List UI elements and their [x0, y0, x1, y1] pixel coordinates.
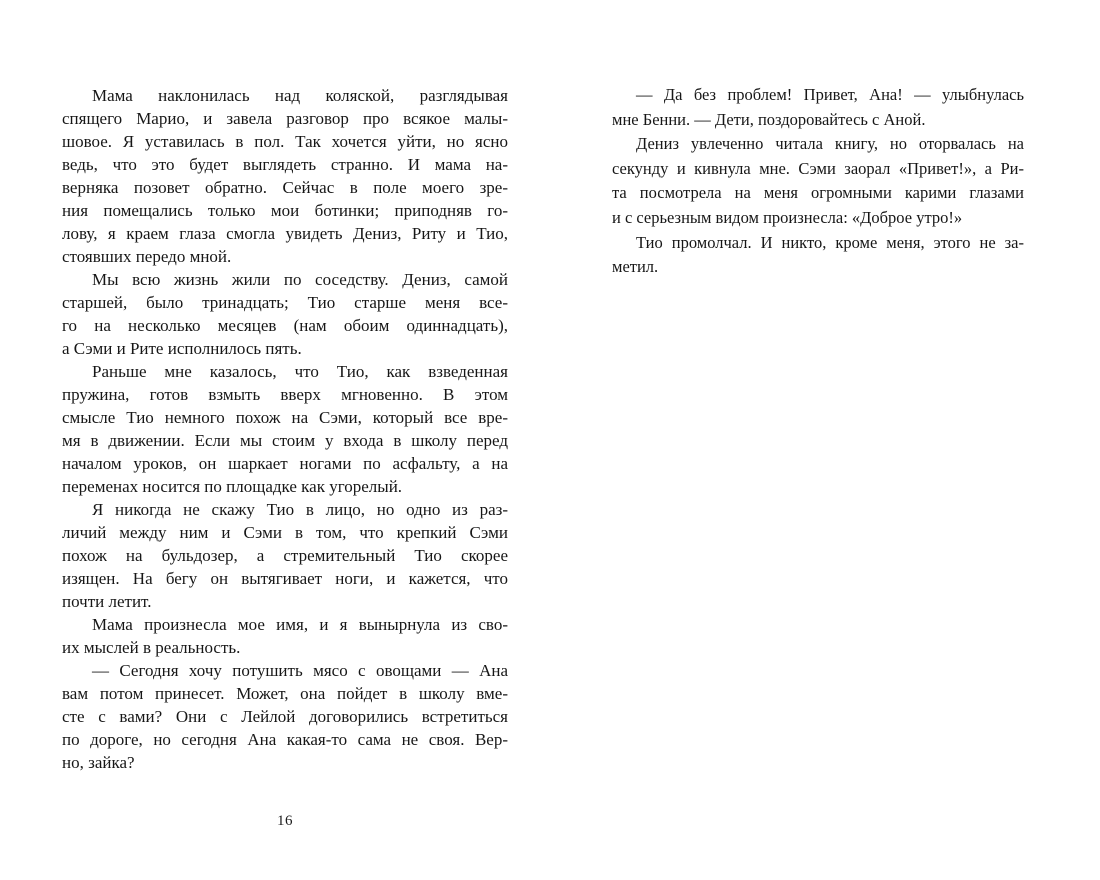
text-line: Тио промолчал. И никто, кроме меня, этого не за- — [636, 232, 1024, 252]
left-page — [62, 84, 508, 830]
text-line: похож на бульдозер, а стремительный Тио скорее — [62, 546, 508, 565]
paragraph — [62, 498, 508, 613]
text-line: Мама наклонилась над коляской, разглядывая — [92, 86, 508, 105]
text-line: Мы всю жизнь жили по соседству. Дениз, самой — [92, 270, 508, 289]
text-line: секунду и кивнула мне. Сэми заорал «Привет!», а Ри- — [612, 158, 1024, 178]
text-line: сте с вами? Они с Лейлой договорились встретиться — [62, 707, 508, 726]
paragraph — [62, 84, 508, 268]
text-line: пружина, готов взмыть вверх мгновенно. В этом — [62, 385, 508, 404]
text-line: смысле Тио немного похож на Сэми, который все вре- — [62, 408, 508, 427]
text-line: переменах носится по площадке как угорелый. — [62, 477, 403, 496]
paragraph — [62, 659, 508, 774]
text-line: старшей, было тринадцать; Тио старше меня все- — [62, 293, 508, 312]
text-line: верняка позовет обратно. Сейчас в поле моего зре- — [62, 178, 508, 197]
text-line: стоявших передо мной. — [62, 247, 232, 266]
text-line: вам потом принесет. Может, она пойдет в школу вме- — [62, 684, 508, 703]
text-line: лову, я краем глаза смогла увидеть Дениз, Риту и Тио, — [62, 224, 508, 243]
paragraph — [62, 613, 508, 659]
paragraph — [612, 132, 1024, 230]
text-line: изящен. На бегу он вытягивает ноги, и кажется, что — [62, 569, 508, 588]
text-line: — Да без проблем! Привет, Ана! — улыбнулась — [636, 85, 1024, 104]
left-page-text — [62, 84, 508, 774]
text-line: по дороге, но сегодня Ана какая-то сама не своя. Вер- — [62, 730, 508, 749]
right-page — [612, 83, 1024, 280]
text-line: и с серьезным видом произнесла: «Доброе утро!» — [612, 207, 963, 227]
text-line: ния помещались только мои ботинки; приподняв го- — [62, 201, 508, 220]
paragraph — [612, 83, 1024, 132]
text-line: почти летит. — [62, 592, 152, 611]
text-line: личий между ним и Сэми в том, что крепкий Сэми — [62, 523, 508, 542]
text-line: началом уроков, он шаркает ногами по асфальту, а на — [62, 454, 508, 473]
text-line: Раньше мне казалось, что Тио, как взведенная — [92, 362, 508, 381]
text-line: та посмотрела на меня огромными карими глазами — [612, 183, 1024, 203]
text-line: их мыслей в реальность. — [62, 638, 241, 657]
text-line: — Сегодня хочу потушить мясо с овощами — Ана — [92, 661, 508, 680]
text-line: го на несколько месяцев (нам обоим одиннадцать), — [62, 316, 508, 335]
text-line: шовое. Я уставилась в пол. Так хочется уйти, но ясно — [62, 132, 508, 151]
text-line: мне Бенни. — Дети, поздоровайтесь с Аной. — [612, 109, 926, 129]
text-line: Мама произнесла мое имя, и я вынырнула из сво- — [92, 615, 508, 634]
paragraph — [612, 231, 1024, 280]
text-line: Я никогда не скажу Тио в лицо, но одно из раз- — [92, 500, 508, 519]
right-page-text — [612, 83, 1024, 280]
page-number: 16 — [277, 813, 293, 829]
text-line: а Сэми и Рите исполнилось пять. — [62, 339, 302, 358]
text-line: мя в движении. Если мы стоим у входа в школу перед — [62, 431, 508, 450]
text-line: ведь, что это будет выглядеть странно. И мама на- — [62, 155, 508, 174]
text-line: Дениз увлеченно читала книгу, но оторвалась на — [636, 134, 1024, 154]
text-line: спящего Марио, и завела разговор про всякое малы- — [62, 109, 508, 128]
text-line: метил. — [612, 257, 659, 277]
paragraph — [62, 360, 508, 498]
paragraph — [62, 268, 508, 360]
text-line: но, зайка? — [62, 753, 135, 772]
